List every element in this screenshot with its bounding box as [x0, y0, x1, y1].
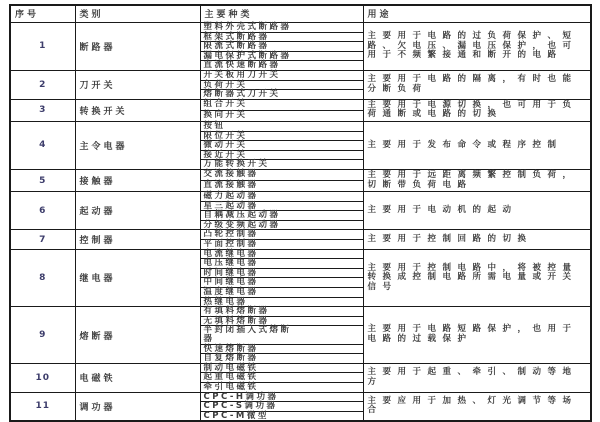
category-cell: 熔断器 — [75, 307, 200, 364]
type-label: 直流快速断路器 — [203, 60, 281, 71]
table-row — [10, 230, 591, 240]
type-cell — [200, 259, 363, 269]
type-label: 接近开关 — [203, 149, 248, 160]
type-cell — [200, 288, 363, 298]
type-label: 热继电器 — [203, 296, 248, 307]
type-label: 框架式断路器 — [203, 31, 270, 42]
type-label: 凸轮控制器 — [203, 229, 259, 240]
use-cell: 主要用于电源切换，也可用于负荷通断或电路的切换 — [363, 99, 591, 121]
type-label: 负荷开关 — [203, 79, 248, 90]
table-row — [10, 23, 591, 33]
row-number: 9 — [10, 307, 75, 364]
row-number: 6 — [10, 192, 75, 230]
type-cell — [200, 382, 363, 392]
header-serial-number: 序号 — [10, 5, 75, 23]
type-label: 漏电保护式断路器 — [203, 50, 292, 61]
type-label: 电压继电器 — [203, 258, 259, 269]
type-label: 牵引电磁铁 — [203, 381, 259, 392]
row-number: 3 — [10, 99, 75, 121]
type-cell — [200, 110, 363, 121]
type-label: 无填料熔断器 — [203, 315, 270, 326]
type-cell — [200, 169, 363, 180]
category-cell: 控制器 — [75, 230, 200, 249]
type-label: 快速熔断器 — [203, 343, 259, 354]
type-label: 中间继电器 — [203, 277, 259, 288]
type-label: 塑料外壳式断路器 — [203, 22, 292, 32]
type-label: CPC-S调功器 — [203, 401, 278, 412]
type-label: 电流继电器 — [203, 248, 259, 259]
type-label: 有填料熔断器 — [203, 306, 270, 317]
category-cell: 主令电器 — [75, 121, 200, 169]
category-cell: 转换开关 — [75, 99, 200, 121]
type-label: CPC-H调功器 — [203, 391, 279, 402]
table-body — [10, 23, 591, 422]
row-number: 1 — [10, 23, 75, 71]
type-cell — [200, 141, 363, 151]
category-cell: 接触器 — [75, 169, 200, 191]
type-label: 分级变频起动器 — [203, 219, 281, 230]
use-cell: 主要用于起重、牵引、制动等地方 — [363, 363, 591, 392]
type-label: 微动开关 — [203, 140, 248, 151]
row-number: 10 — [10, 363, 75, 392]
type-cell — [200, 192, 363, 202]
type-label: 时间继电器 — [203, 267, 259, 278]
type-cell — [200, 211, 363, 221]
type-label: CPC-M微型 — [203, 410, 269, 421]
type-cell — [200, 90, 363, 100]
category-cell: 调功器 — [75, 392, 200, 421]
type-label: 自复熔断器 — [203, 353, 259, 364]
category-cell: 电磁铁 — [75, 363, 200, 392]
row-number: 11 — [10, 392, 75, 421]
type-cell — [200, 326, 363, 344]
type-label: 自耦减压起动器 — [203, 210, 281, 221]
type-cell — [200, 354, 363, 364]
type-cell — [200, 402, 363, 412]
type-label: 交流接触器 — [203, 168, 259, 179]
row-number: 5 — [10, 169, 75, 191]
header-usage: 用途 — [363, 5, 591, 23]
table-header — [10, 5, 591, 23]
category-cell: 刀开关 — [75, 70, 200, 99]
type-cell — [200, 392, 363, 402]
category-cell: 断路器 — [75, 23, 200, 71]
header-row — [10, 5, 591, 23]
type-label: 磁力起动器 — [203, 191, 259, 202]
type-label: 限位开关 — [203, 130, 248, 141]
type-label: 温度继电器 — [203, 287, 259, 298]
row-number: 4 — [10, 121, 75, 169]
table-row — [10, 70, 591, 80]
row-number: 8 — [10, 249, 75, 307]
type-cell — [200, 70, 363, 80]
type-label: 半封闭插入式熔断器 — [203, 325, 292, 344]
type-label: 按钮 — [203, 120, 226, 131]
table-row — [10, 249, 591, 259]
type-cell — [200, 42, 363, 52]
table-row — [10, 392, 591, 402]
type-label: 熔断器式刀开关 — [203, 89, 281, 100]
type-label: 星三起动器 — [203, 200, 259, 211]
use-cell: 主要用于电动机的起动 — [363, 192, 591, 230]
row-number: 2 — [10, 70, 75, 99]
category-cell: 起动器 — [75, 192, 200, 230]
type-cell — [200, 181, 363, 192]
type-label: 组合开关 — [203, 98, 248, 109]
use-cell: 主要用于电路的过负荷保护、短路、欠电压、漏电压保护，也可用于不频繁接通和断开的电路 — [363, 23, 591, 71]
use-cell: 主要用于电路短路保护，也用于电路的过载保护 — [363, 307, 591, 364]
table-row — [10, 192, 591, 202]
use-cell: 主要用于电路的隔离，有时也能分断负荷 — [363, 70, 591, 99]
use-cell: 主要应用于加热、灯光调节等场合 — [363, 392, 591, 421]
use-cell: 主要用于远距离频繁控制负荷，切断带负荷电路 — [363, 169, 591, 191]
type-cell — [200, 121, 363, 131]
type-cell — [200, 411, 363, 421]
use-cell: 主要用于控制回路的切换 — [363, 230, 591, 249]
type-label: 万能转换开关 — [203, 159, 270, 170]
use-cell: 主要用于控制电路中，将被控量转换成控制电路所需电量或开关信号 — [363, 249, 591, 307]
table-row — [10, 99, 591, 110]
header-category: 类别 — [75, 5, 200, 23]
type-label: 平面控制器 — [203, 239, 259, 250]
type-cell — [200, 160, 363, 170]
row-number: 7 — [10, 230, 75, 249]
type-label: 限流式断路器 — [203, 41, 270, 52]
table-row — [10, 169, 591, 180]
type-cell — [200, 23, 363, 33]
component-table — [9, 4, 592, 422]
table-row — [10, 307, 591, 317]
use-cell: 主要用于发布命令或程序控制 — [363, 121, 591, 169]
header-main-types: 主要种类 — [200, 5, 363, 23]
type-label: 开关板用刀开关 — [203, 69, 281, 80]
type-label: 直流接触器 — [203, 180, 259, 190]
table-row — [10, 363, 591, 373]
type-label: 制动电磁铁 — [203, 362, 259, 373]
type-label: 起重电磁铁 — [203, 372, 259, 383]
category-cell: 继电器 — [75, 249, 200, 307]
type-label: 换向开关 — [203, 109, 248, 120]
type-cell — [200, 240, 363, 250]
type-cell — [200, 307, 363, 317]
table-row — [10, 121, 591, 131]
type-cell — [200, 99, 363, 110]
